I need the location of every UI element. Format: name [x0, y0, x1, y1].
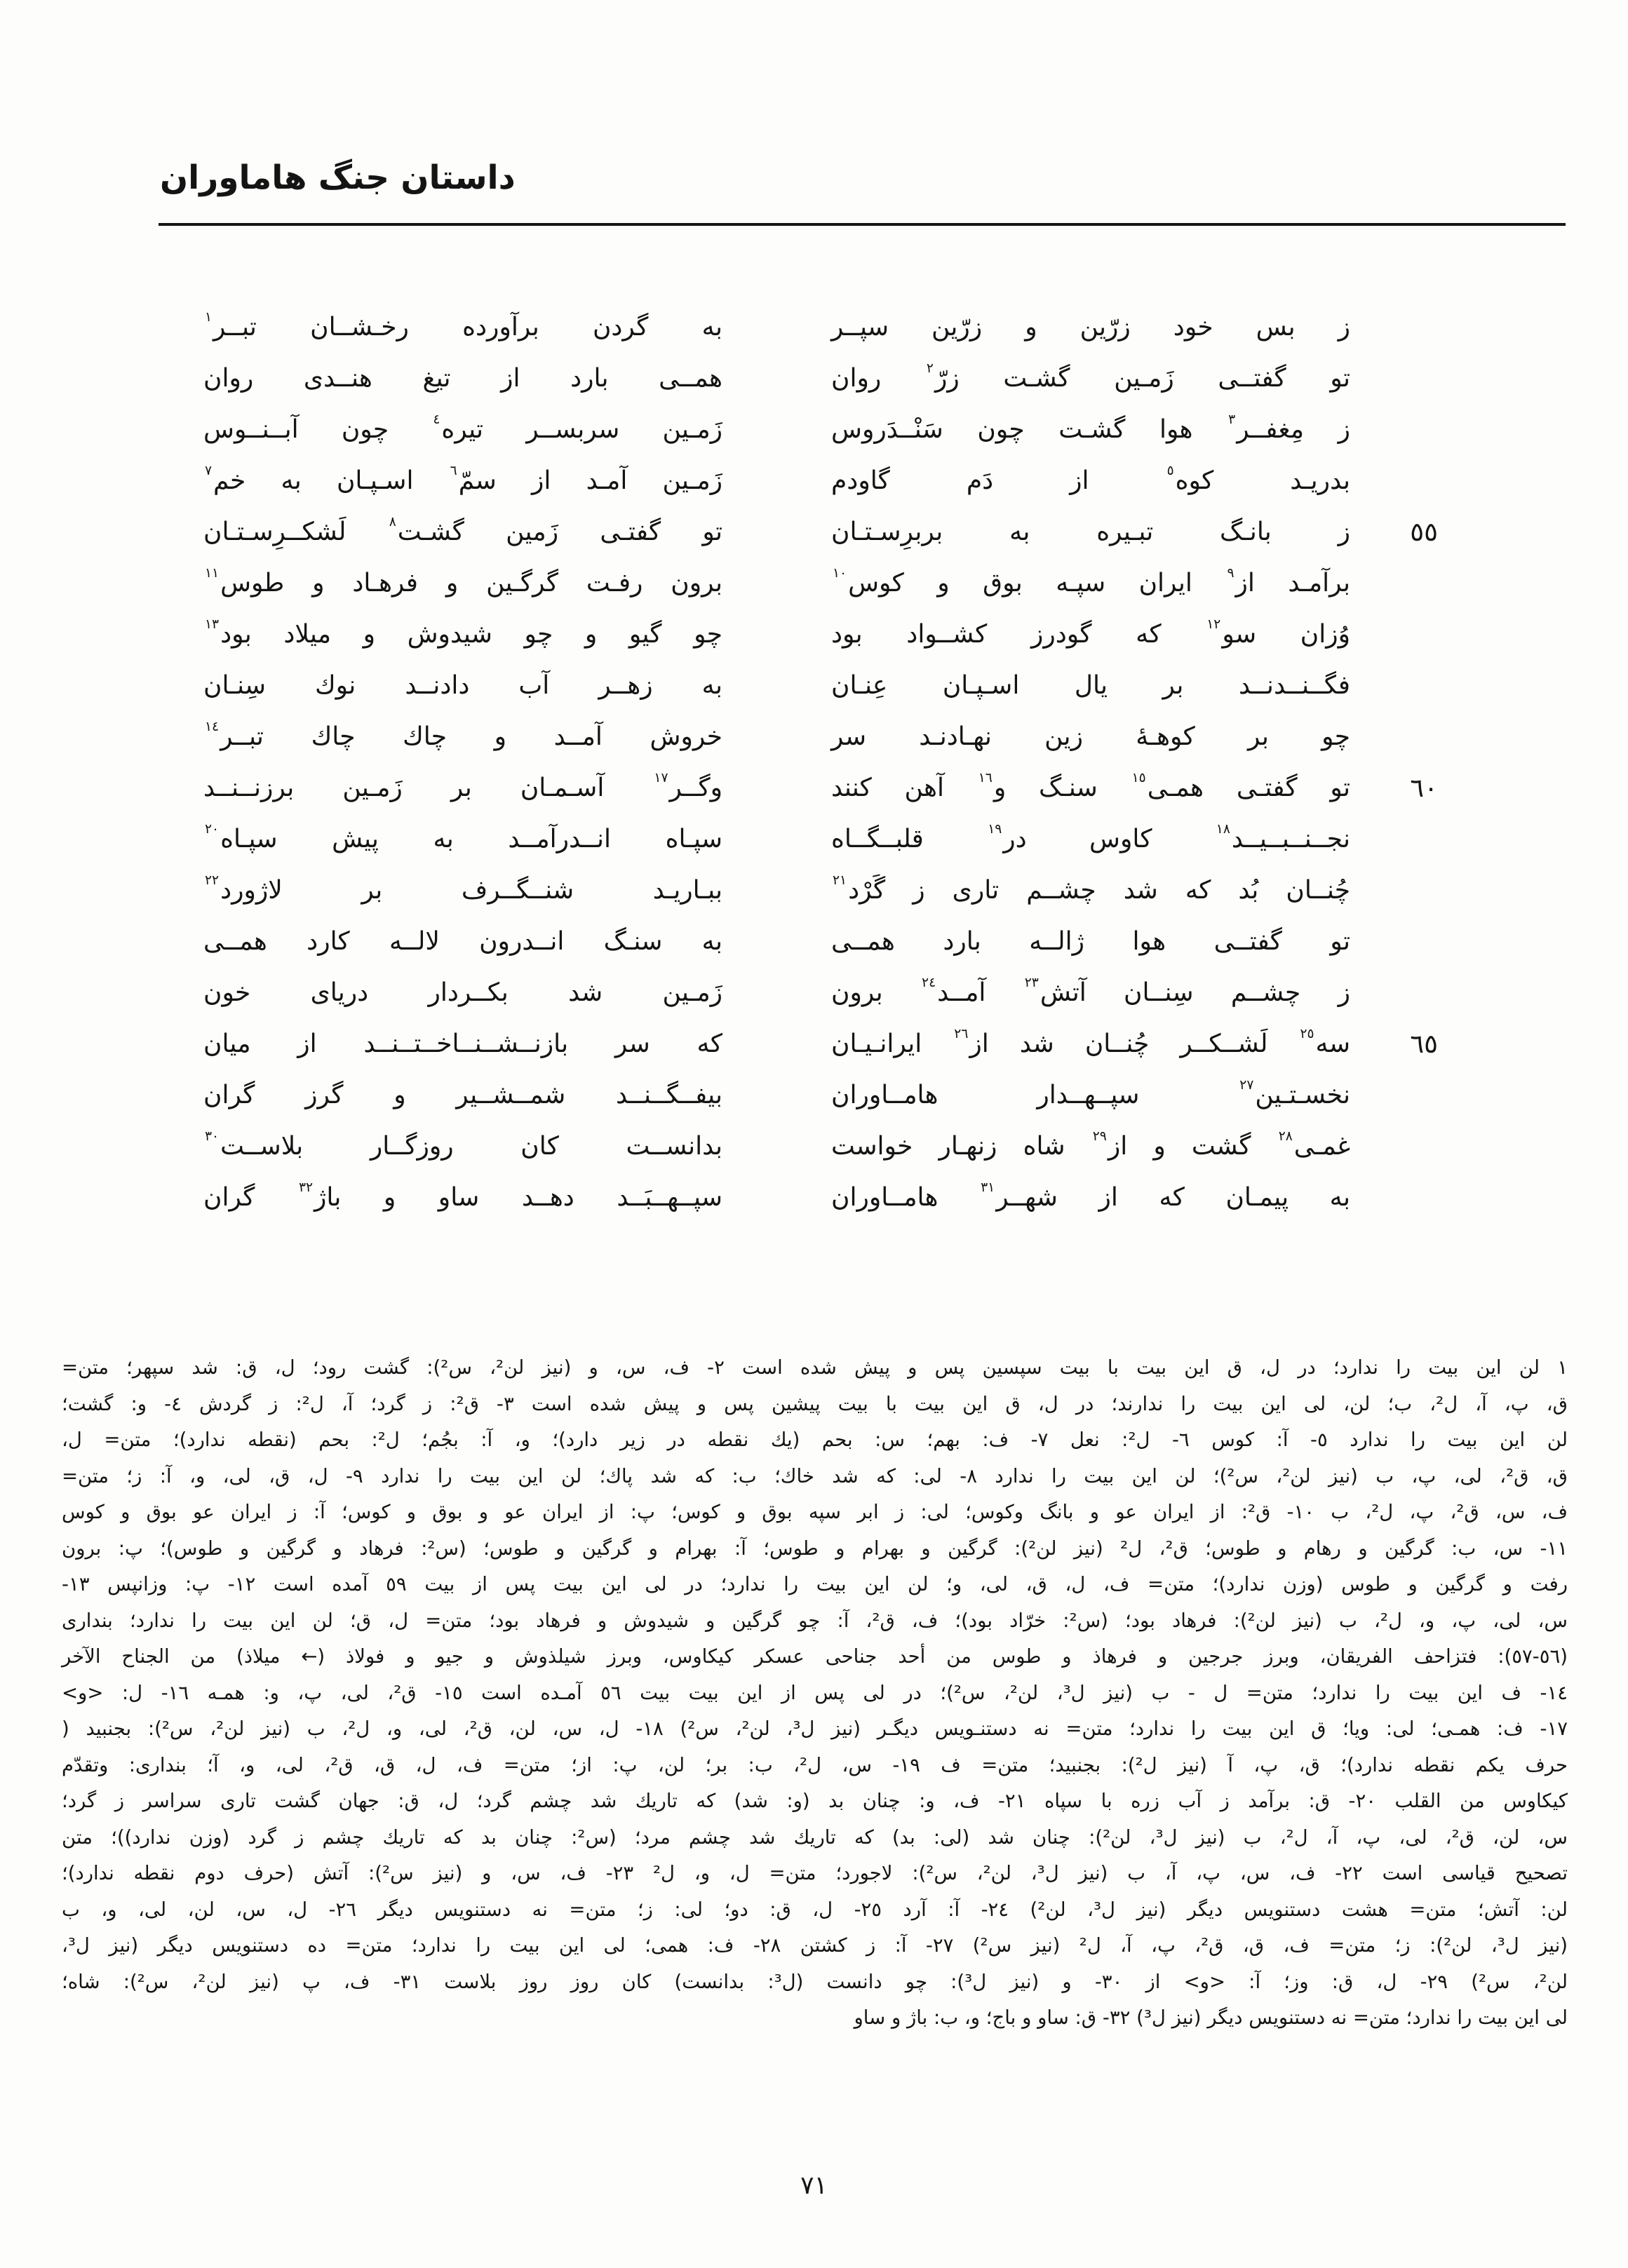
apparatus-line: ق، ق²، لی، پ، ب (نیز لن²، س²)؛ لن این بیت را ندارد ٨- لی: که شد خاك؛ ب: که شد پاك؛ لن این بیت را ندارد ٩- ل، ق، لی، و، آ: ز؛ متن=	[62, 1464, 1568, 1487]
verse-row	[0, 302, 1628, 353]
footnote-ref: ١١	[205, 566, 220, 581]
verse-row	[0, 609, 1628, 660]
apparatus-line: (نیز ل³، لن²): ز؛ متن= ف، ق، ق²، پ، آ، ل² (نیز س²) ٢٧- آ: ز کشتن ٢٨- ف: همی؛ لی این بیت را ندارد؛ متن= ده دستنویس دیگر (نیز ل³،	[62, 1934, 1568, 1957]
hemistich-right: فگــنــدنــد بر یال اسـپـان عِنـان	[831, 671, 1350, 700]
verse-row	[0, 1069, 1628, 1121]
verse-row	[0, 506, 1628, 558]
apparatus-line: لن²، س²) ٢٩- ل، ق: وز؛ آ: <و> از ٣٠- و (نیز ل³): چو دانست (ل³: بدانست) کان روز روز بلاست ٣١- ف، پ (نیز لن²، س²): شاه؛	[62, 1970, 1568, 1993]
hemistich-left: زَمـین شد بکــردار دریای خون	[203, 978, 722, 1007]
hemistich-left: وگــر$^{١٧}$ آسـمـان بر زَمـین برزنــنــد	[203, 771, 722, 802]
footnote-ref: ٦	[450, 464, 457, 478]
verse-row	[0, 660, 1628, 711]
footnote-ref: ٩	[1227, 566, 1235, 581]
verse-row	[0, 1172, 1628, 1223]
hemistich-right: به پیمـان که از شهــر$^{٣١}$ هامــاوران	[831, 1180, 1350, 1212]
apparatus-line: تصحیح قیاسی است ٢٢- ف، س، پ، آ، ب (نیز ل³، لن²، س²): لاجورد؛ متن= ل، و، ل² ٢٣- ف، س، و (نیز س²): آتش (حرف دوم نقطه ندارد)؛	[62, 1862, 1568, 1884]
verse-row	[0, 814, 1628, 865]
footnote-ref: ٣	[1228, 412, 1236, 427]
hemistich-left: زَمـین آمـد از سمّ$^٦$ اسـپـان به خم$^٧$	[205, 464, 722, 495]
apparatus-line: ١١- س، ب: گرگین و رهام و طوس؛ ق²، ل² (نیز لن²): گرگین و بهرام و طوس؛ آ: بهرام و گرگین و طوس؛ (س²: فرهاد و گرگین و طوس)؛ پ: برون	[62, 1537, 1568, 1560]
hemistich-right: تو گفتــی هوا ژالــه بارد همــی	[831, 927, 1350, 956]
footnote-ref: ٢٨	[1278, 1129, 1293, 1144]
footnote-ref: ٢٥	[1300, 1027, 1314, 1041]
verse-number: ٦٠	[1410, 773, 1438, 803]
verse-row	[0, 967, 1628, 1018]
apparatus-line: لی این بیت را ندارد؛ متن= نه دستنویس دیگر (نیز ل³) ٣٢- ق: ساو و باج؛ و، ب: باژ و ساو	[854, 2006, 1568, 2029]
hemistich-right: ز مِغفــر$^٣$ هوا گشـت چون سَنْــدَروس	[831, 412, 1351, 444]
page-title: داستان جنگ هاماوران	[160, 158, 516, 197]
hemistich-right: ز بانـگ تبـیره به بربرِسـتـان	[831, 518, 1350, 546]
verse-row	[0, 762, 1628, 814]
apparatus-line: لن: آتش؛ متن= هشت دستنویس دیگر (نیز ل³، لن²) ٢٤- آ: آرد ٢٥- ل، ق: دو؛ لی: ز؛ متن= نه دستنویس دیگر ٢٦- ل، س، لن، لی، و، ب	[62, 1898, 1568, 1921]
footnote-ref: ٧	[205, 464, 213, 478]
hemistich-left: به زهــر آب دادنــد نوك سِنـان	[203, 671, 722, 700]
footnote-ref: ٢٤	[922, 976, 936, 990]
hemistich-right: غمـی$^{٢٨}$ گشت و از$^{٢٩}$ شاه زنهـار خواست	[831, 1129, 1350, 1161]
hemistich-right: سه$^{٢٥}$ لَشــکــر چُنــان شد از$^{٢٦}$ ایرانـیـان	[831, 1027, 1351, 1058]
hemistich-left: بیفــگــنــد شمــشــیر و گرز گران	[203, 1081, 722, 1109]
apparatus-line: ١ لن این بیت را ندارد؛ در ل، ق این بیت با بیت سپسین پس و پیش شده است ٢- ف، س، و (نیز لن²، س²): گشت رود؛ ل، ق: شد سپهر؛ متن=	[62, 1356, 1568, 1379]
footnote-ref: ٢٩	[1092, 1129, 1107, 1144]
hemistich-left: چو گیو و چو شیدوش و میلاد بود$^{١٣}$	[205, 617, 722, 649]
hemistich-right: تو گفتـی همـی$^{١٥}$ سنـگ و$^{١٦}$ آهن کنند	[831, 771, 1350, 802]
footnote-ref: ٥	[1166, 464, 1174, 478]
apparatus-line: ق، پ، آ، ل²، ب؛ لن، لی این بیت را ندارند؛ در ل، ق این بیت با بیت پیشین پس و پیش شده است ٣- ق²: ز گرد؛ آ، ل²: ز گردش ٤- و: گشت؛	[62, 1392, 1568, 1415]
apparatus-line: س، لن، ق²، لی، پ، آ، ل²، ب (نیز ل³، لن²): چنان شد (لی: بد) که تاریك شد چشم مرد؛ (س²: چنان بد که تاریك چشم ز گرد (وزن ندارد))؛ متن	[62, 1825, 1568, 1849]
hemistich-left: خروش آمــد و چاك چاك تبــر$^{١٤}$	[205, 720, 722, 751]
footnote-ref: ٢٣	[1024, 976, 1039, 990]
hemistich-left: به سنـگ انــدرون لالــه کارد همــی	[203, 927, 722, 956]
hemistich-left: همــی بارد از تیغ هنــدی روان	[203, 364, 722, 393]
footnote-ref: ٨	[389, 515, 396, 529]
footnote-ref: ٣٢	[298, 1180, 314, 1195]
hemistich-right: برآمـد از$^٩$ ایران سپـه بوق و کوس$^{١٠}$	[833, 566, 1350, 598]
apparatus-line: س، لی، پ، و، ل²، ب (نیز لن²): فرهاد بود؛ (س²: خرّاد بود)؛ ف، ق²، آ: چو گرگین و شیدوش و فرهاد بود؛ متن= ل، ق؛ لن این بیت را ندارد؛ بنداری	[62, 1609, 1568, 1632]
hemistich-right: نجــنــبــیــد$^{١٨}$ کاوس در$^{١٩}$ قلبــگــاه	[831, 822, 1350, 853]
footnote-ref: ٢١	[833, 873, 847, 888]
footnote-ref: ١٨	[1216, 822, 1230, 837]
footnote-ref: ٣٠	[205, 1129, 220, 1144]
poem-block	[0, 302, 1628, 1223]
verse-row	[0, 865, 1628, 916]
critical-apparatus	[62, 1350, 1568, 2037]
hemistich-right: وُزان سو$^{١٢}$ که گودرز کشــواد بود	[831, 617, 1350, 649]
verse-row	[0, 455, 1628, 506]
footnote-ref: ١٠	[833, 566, 847, 581]
apparatus-line: کیکاوس من القلب ٢٠- ق: برآمد ز آب زره با سپاه ٢١- ف، و: چنان بد (و: شد) که تاریك شد چشم گرد؛ ل، ق: جهان گشت تاری سراسر ز گرد؛	[62, 1790, 1568, 1812]
hemistich-left: بدانســت کان روزگــار بلاســت$^{٣٠}$	[205, 1129, 722, 1161]
apparatus-line: رفت و گرگین و طوس (وزن ندارد)؛ متن= ف، ل، ق، لی، و؛ لن این بیت را ندارد؛ در لی این بیت پس از بیت ٥٩ آمده است ١٢- پ: وزانپس ١٣-	[62, 1573, 1568, 1595]
apparatus-line: (٥٦-٥٧): فتزاحف الفریقان، وبرز جرجین و فرهاذ و طوس من أحد جناحی عسکر کیکاوس، وبرز شیلذوش و جیو و فولاذ (← میلاذ) من الجناح الآخر	[62, 1645, 1568, 1668]
apparatus-line: حرف یکم نقطه ندارد)؛ ق، پ، آ (نیز ل²): بجنبید؛ متن= ف ١٩- س، ل²، ب: بر؛ لن، پ: از؛ متن= ف، ل، ق، ق²، لی، و، آ؛ بنداری: وتقدّم	[62, 1753, 1568, 1776]
apparatus-line: ف، س، ق²، پ، ل²، ب ١٠- ق²: از ایران عو و بانگ وکوس؛ لی: ز ابر سپه بوق و کوس؛ پ: از ایران عو و بوق و کوس؛ آ: ز ایران عو بوق و کوس	[62, 1501, 1568, 1523]
verse-row	[0, 916, 1628, 967]
header-rule	[159, 223, 1566, 226]
footnote-ref: ١٧	[654, 771, 668, 785]
hemistich-right: چُنــان بُد که شد چشــم تاری ز گَرْد$^{٢١}$	[833, 873, 1350, 905]
hemistich-left: به گردن برآورده رخـشــان تبــر$^١$	[205, 310, 722, 342]
footnote-ref: ١	[205, 310, 213, 325]
footnote-ref: ٢٢	[205, 873, 220, 888]
hemistich-left: برون رفـت گرگـین و فرهـاد و طوس$^{١١}$	[205, 566, 722, 598]
verse-row	[0, 1018, 1628, 1069]
hemistich-left: سپــهــبَــد دهــد ساو و باژ$^{٣٢}$ گران	[203, 1180, 723, 1212]
verse-row	[0, 404, 1628, 455]
hemistich-right: بدریـد کوه$^٥$ از دَم گاودم	[831, 464, 1350, 495]
footnote-ref: ٢	[926, 361, 934, 376]
hemistich-right: چو بر کوهـۀ زین نهـادنـد سر	[831, 722, 1350, 751]
hemistich-left: ببـاریـد شنــگــرف بر لاژورد$^{٢٢}$	[205, 873, 722, 905]
hemistich-left: که سر بازنــشــنــاخــتــنــد از میان	[203, 1030, 722, 1058]
hemistich-right: نخسـتـین$^{٢٧}$ سپــهــدار هامــاوران	[831, 1078, 1350, 1109]
verse-row	[0, 558, 1628, 609]
footnote-ref: ١٩	[988, 822, 1002, 837]
footnote-ref: ٣١	[981, 1180, 995, 1195]
footnote-ref: ٢٠	[205, 822, 220, 837]
hemistich-right: ز چشــم سِنــان آتش$^{٢٣}$ آمــد$^{٢٤}$ برون	[831, 976, 1351, 1007]
verse-number: ٥٥	[1410, 517, 1438, 547]
hemistich-left: زَمـین سربســر تیره$^٤$ چون آبــنــوس	[203, 412, 722, 444]
footnote-ref: ١٤	[205, 720, 220, 734]
footnote-ref: ١٥	[1131, 771, 1146, 785]
hemistich-left: تو گفتـی زَمین گشـت$^٨$ لَشکــرِسـتـان	[203, 515, 722, 546]
footnote-ref: ٤	[433, 412, 440, 427]
footnote-ref: ٢٦	[954, 1027, 969, 1041]
footnote-ref: ١٣	[205, 617, 220, 632]
apparatus-line: ١٧- ف: همـی؛ لی: ویا؛ ق این بیت را ندارد؛ متن= نه دستنـویس دیگـر (نیز ل³، لن²، س²) ١٨- ل، س، لن، ق²، لی، و، ل²، ب (نیز لن²، س²): بجنبید (	[62, 1717, 1568, 1740]
verse-row	[0, 353, 1628, 404]
footnote-ref: ٢٧	[1239, 1078, 1254, 1093]
footnote-ref: ١٦	[978, 771, 993, 785]
hemistich-left: سپـاه انــدرآمــد به پیش سپـاه$^{٢٠}$	[205, 822, 722, 853]
apparatus-line: لن این بیت را ندارد ٥- آ: کوس ٦- ل²: نعل ٧- ف: بهم؛ س: بحم (یك نقطه در زیر دارد)؛ و، آ: بجُم؛ ل²: بحم (نقطه ندارد)؛ متن= ل،	[62, 1429, 1568, 1451]
verse-row	[0, 1121, 1628, 1172]
apparatus-line: ١٤- ف این بیت را ندارد؛ متن= ل - ب (نیز ل³، لن²، س²)؛ در لی پس از این بیت بیت ٥٦ آمـده است ١٥- ق²، لی، پ، و: همـه ١٦- ل: <و>	[62, 1681, 1568, 1704]
verse-number: ٦٥	[1410, 1029, 1438, 1059]
hemistich-right: ز بس خود زرّین و زرّین سپــر	[831, 313, 1350, 342]
verse-row	[0, 711, 1628, 762]
footnote-ref: ١٢	[1206, 617, 1221, 632]
page-number: ٧١	[800, 2171, 828, 2200]
hemistich-right: تو گفتــی زَمـین گشـت زرّ$^٢$ روان	[831, 361, 1350, 393]
